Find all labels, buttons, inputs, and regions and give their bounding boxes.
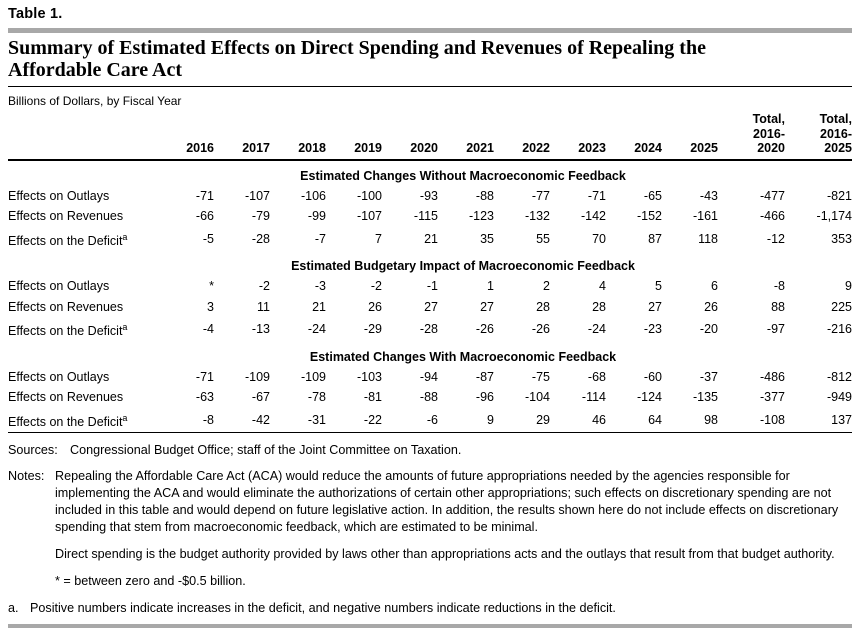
total-column-header: Total, 2016- 2025 (819, 112, 852, 155)
data-cell: -71 (195, 369, 214, 384)
data-cell: -71 (195, 188, 214, 203)
row-label: Effects on the Deficit$^a$ (8, 231, 128, 248)
section-header: Estimated Budgetary Impact of Macroeconomic Feedback (291, 259, 635, 274)
data-cell: -23 (643, 322, 662, 337)
notes-row (8, 468, 852, 536)
data-cell: -124 (636, 390, 662, 405)
data-cell: 98 (704, 412, 718, 427)
data-cell: -60 (643, 369, 662, 384)
year-header-row (8, 112, 852, 160)
year-column-header: 2020 (410, 141, 438, 155)
data-cell: -107 (356, 209, 382, 223)
data-cell: -135 (692, 390, 718, 405)
data-cell: -93 (419, 188, 438, 203)
data-cell: 87 (648, 231, 662, 246)
data-cell: -132 (524, 209, 550, 223)
section-header: Estimated Changes Without Macroeconomic Feedback (300, 168, 626, 183)
data-cell: 9 (845, 279, 852, 294)
data-cell: -821 (826, 188, 852, 203)
data-cell: -67 (251, 390, 270, 405)
data-cell: 26 (704, 299, 718, 314)
data-cell: -1 (426, 279, 438, 294)
data-cell: -812 (826, 369, 852, 384)
top-divider (8, 28, 852, 33)
data-cell: -7 (314, 231, 326, 246)
row-label: Effects on Revenues (8, 390, 124, 405)
data-cell: 70 (592, 231, 606, 246)
data-cell: 27 (424, 299, 438, 314)
data-cell: -949 (826, 390, 852, 405)
data-cell: -114 (581, 390, 606, 405)
data-table (8, 112, 852, 433)
data-cell: -28 (419, 322, 438, 337)
data-cell: -123 (468, 209, 494, 223)
data-cell: 353 (831, 231, 852, 246)
table-row (8, 297, 852, 318)
data-cell: 118 (698, 231, 718, 246)
data-cell: 225 (831, 299, 852, 314)
data-cell: -109 (244, 369, 270, 384)
data-cell: 28 (536, 299, 550, 314)
page-title: Summary of Estimated Effects on Direct Spending and Revenues of Repealing the Affordable Care Act (8, 37, 706, 81)
data-cell: -13 (251, 322, 270, 337)
data-cell: -31 (307, 412, 326, 427)
data-cell: -29 (363, 322, 382, 337)
data-cell: -5 (202, 231, 214, 246)
data-cell: -96 (475, 390, 494, 405)
data-cell: -142 (580, 209, 606, 223)
data-cell: -104 (524, 390, 550, 405)
data-cell: -108 (759, 412, 785, 427)
data-cell: -28 (251, 231, 270, 246)
year-column-header: 2022 (522, 141, 550, 155)
row-label: Effects on Outlays (8, 279, 110, 294)
data-cell: -37 (699, 369, 718, 384)
data-cell: -8 (773, 279, 785, 294)
corner-cell (8, 112, 158, 160)
data-cell: -22 (363, 412, 382, 427)
data-cell: -115 (413, 209, 438, 223)
footnote-marker: a (122, 231, 128, 242)
data-cell: -486 (759, 369, 785, 384)
footer-notes (8, 442, 852, 628)
data-cell: 137 (831, 412, 852, 427)
data-cell: -75 (531, 369, 550, 384)
data-cell: -103 (356, 369, 382, 384)
data-cell: 9 (487, 412, 494, 427)
data-cell: -4 (202, 322, 214, 337)
data-cell: 2 (543, 279, 550, 294)
data-cell: 5 (655, 279, 662, 294)
data-cell: -6 (426, 412, 438, 427)
section-header: Estimated Changes With Macroeconomic Feedback (309, 349, 617, 364)
data-cell: -377 (759, 390, 785, 405)
data-cell: -26 (475, 322, 494, 337)
data-cell: -71 (587, 188, 606, 203)
table-row (8, 367, 852, 388)
year-column-header: 2023 (578, 141, 606, 155)
data-cell: -87 (475, 369, 494, 384)
data-cell: -216 (826, 322, 852, 337)
data-cell: -3 (314, 279, 326, 294)
data-cell: * (209, 279, 214, 294)
sources-label: Sources: (8, 443, 58, 458)
data-cell: 46 (592, 412, 606, 427)
data-cell: 35 (480, 231, 494, 246)
table-row (8, 387, 852, 408)
data-cell: 21 (312, 299, 326, 314)
table-row (8, 227, 852, 252)
data-cell: -24 (587, 322, 606, 337)
data-cell: -12 (766, 231, 785, 246)
total-column-header: Total, 2016- 2020 (752, 112, 785, 155)
sources-row (8, 442, 852, 459)
data-cell: -97 (766, 322, 785, 337)
data-cell: -78 (307, 390, 326, 405)
data-cell: 55 (536, 231, 550, 246)
year-column-header: 2016 (186, 141, 214, 155)
data-cell: -88 (419, 390, 438, 405)
data-cell: 3 (207, 299, 214, 314)
year-column-header: 2024 (634, 141, 662, 155)
data-cell: -88 (475, 188, 494, 203)
table-row (8, 186, 852, 207)
data-cell: -79 (251, 209, 270, 223)
data-cell: -77 (531, 188, 550, 203)
title-divider (8, 86, 852, 87)
data-cell: -66 (195, 209, 214, 223)
year-column-header: 2021 (466, 141, 494, 155)
section-header-row (8, 342, 852, 367)
table-row (8, 408, 852, 433)
table-row (8, 276, 852, 297)
row-label: Effects on Revenues (8, 209, 124, 223)
data-cell: 27 (480, 299, 494, 314)
footnote-a-text: Positive numbers indicate increases in the deficit, and negative numbers indicate reductions in the deficit. (30, 601, 616, 616)
data-cell: 26 (368, 299, 382, 314)
data-cell: -107 (244, 188, 270, 203)
data-cell: -99 (307, 209, 326, 223)
data-cell: -65 (643, 188, 662, 203)
data-cell: 27 (648, 299, 662, 314)
data-cell: 88 (771, 299, 785, 314)
data-cell: -42 (251, 412, 270, 427)
data-cell: 1 (487, 279, 494, 294)
star-note: * = between zero and -$0.5 billion. (55, 574, 246, 589)
data-cell: -43 (699, 188, 718, 203)
data-cell: -63 (195, 390, 214, 405)
data-cell: -100 (356, 188, 382, 203)
table-number-label: Table 1. (8, 6, 63, 22)
data-cell: 11 (257, 299, 270, 314)
year-column-header: 2019 (354, 141, 382, 155)
data-cell: -109 (300, 369, 326, 384)
data-cell: -2 (258, 279, 270, 294)
row-label: Effects on the Deficit$^a$ (8, 322, 128, 339)
row-label: Effects on Outlays (8, 188, 110, 203)
data-cell: -466 (759, 209, 785, 223)
footnote-marker: a (122, 322, 128, 333)
data-cell: -20 (699, 322, 718, 337)
data-cell: -8 (202, 412, 214, 427)
data-cell: -477 (759, 188, 785, 203)
footnote-marker: a (122, 412, 128, 423)
data-cell: -1,174 (816, 209, 852, 223)
table-row (8, 317, 852, 342)
data-cell: -161 (692, 209, 718, 223)
data-cell: 4 (599, 279, 606, 294)
year-column-header: 2017 (242, 141, 270, 155)
data-cell: 28 (592, 299, 606, 314)
footnote-a-row (8, 600, 852, 617)
data-cell: 6 (711, 279, 718, 294)
data-cell: 7 (375, 231, 382, 246)
row-label: Effects on the Deficit$^a$ (8, 412, 128, 429)
note-paragraph-direct-spending: Direct spending is the budget authority provided by laws other than appropriations acts and the outlays that result from that budget authority. (55, 547, 835, 562)
data-cell: -106 (300, 188, 326, 203)
year-column-header: 2018 (298, 141, 326, 155)
data-cell: -68 (587, 369, 606, 384)
sources-text: Congressional Budget Office; staff of the Joint Committee on Taxation. (70, 443, 462, 458)
data-cell: 64 (648, 412, 662, 427)
table-row (8, 206, 852, 227)
section-header-row (8, 160, 852, 186)
data-cell: -2 (370, 279, 382, 294)
data-cell: -26 (531, 322, 550, 337)
notes-label: Notes: (8, 469, 45, 484)
data-cell: -94 (419, 369, 438, 384)
data-cell: -81 (363, 390, 382, 405)
year-column-header: 2025 (690, 141, 718, 155)
note-paragraph-repeal: Repealing the Affordable Care Act (ACA) would reduce the amounts of future appropriations needed by the agencies responsible for implementing the ACA and would eliminate the authorizations of certain other appropriations; such effects on discretionary spending are not included in this table and would depend on future legislative action. In addition, the results shown here do not include effects on discretionary spending that stem from macroeconomic feedback, which are estimated to be minimal. (55, 469, 839, 535)
section-header-row (8, 251, 852, 276)
data-cell: 29 (536, 412, 550, 427)
data-cell: -24 (307, 322, 326, 337)
row-label: Effects on Outlays (8, 369, 110, 384)
units-subtitle: Billions of Dollars, by Fiscal Year (8, 94, 182, 108)
row-label: Effects on Revenues (8, 299, 124, 314)
footnote-a-label: a. (8, 601, 19, 616)
bottom-divider (8, 624, 852, 628)
data-cell: -152 (636, 209, 662, 223)
data-cell: 21 (424, 231, 438, 246)
